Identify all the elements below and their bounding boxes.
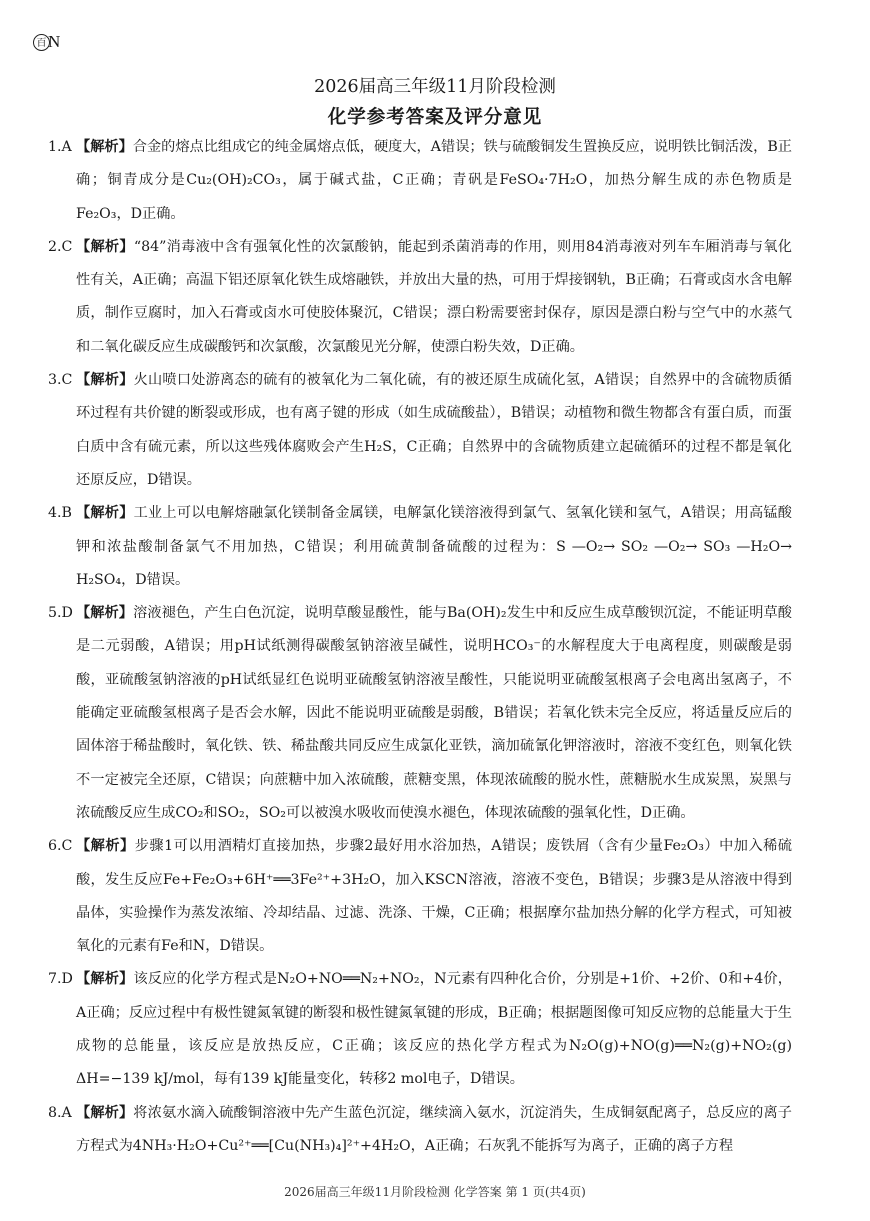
answer-number: 2.C (48, 238, 73, 255)
answer-item-2 (48, 231, 792, 364)
answer-number: 4.B (48, 505, 72, 522)
answer-number: 5.D (48, 605, 73, 622)
analysis-tag: 【解析】 (76, 605, 134, 622)
answer-text: 将浓氨水滴入硫酸铜溶液中先产生蓝色沉淀，继续滴入氨水，沉淀消失，生成铜氨配离子，总反应的离子方程式为4NH₃·H₂O+Cu²⁺══[Cu(NH₃)₄]²⁺+4H₂O，A正确；石灰乳不能拆写为离子，正确的离子方程 (76, 1104, 792, 1154)
analysis-tag: 【解析】 (76, 238, 134, 255)
answer-text: 火山喷口处游离态的硫有的被氧化为二氧化硫，有的被还原生成硫化氢，A错误；自然界中的含硫物质循环过程有共价键的断裂或形成，也有离子键的形成（如生成硫酸盐），B错误；动植物和微生物都含有蛋白质，而蛋白质中含有硫元素，所以这些残体腐败会产生H₂S，C正确；自然界中的含硫物质建立起硫循环的过程不都是氧化还原反应，D错误。 (76, 372, 792, 488)
answer-item-8 (48, 1097, 792, 1164)
analysis-tag: 【解析】 (76, 372, 134, 389)
logo-letter: N (48, 32, 61, 51)
answer-text: 工业上可以电解熔融氯化镁制备金属镁，电解氯化镁溶液得到氯气、氢氧化镁和氢气，A错误；用高锰酸钾和浓盐酸制备氯气不用加热，C错误；利用硫黄制备硫酸的过程为：S —O₂→ SO₂ —O₂→ SO₃ —H₂O→ H₂SO₄，D错误。 (76, 505, 792, 588)
answer-number: 3.C (48, 372, 73, 389)
answer-item-5 (48, 597, 792, 830)
answer-item-1 (48, 131, 792, 231)
analysis-tag: 【解析】 (76, 139, 133, 155)
answer-text: “84”消毒液中含有强氧化性的次氯酸钠，能起到杀菌消毒的作用，则用84消毒液对列车车厢消毒与氧化性有关，A正确；高温下铝还原氧化铁生成熔融铁，并放出大量的热，可用于焊接钢轨，B正确；石膏或卤水含电解质，制作豆腐时，加入石膏或卤水可使胶体聚沉，C错误；漂白粉需要密封保存，原因是漂白粉与空气中的水蒸气和二氧化碳反应生成碳酸钙和次氯酸，次氯酸见光分解，使漂白粉失效，D正确。 (76, 238, 792, 355)
answer-number: 7.D (48, 971, 73, 988)
analysis-tag: 【解析】 (76, 1104, 134, 1121)
analysis-tag: 【解析】 (76, 838, 135, 855)
analysis-tag: 【解析】 (76, 505, 134, 522)
answer-number: 6.C (48, 838, 73, 855)
publisher-logo (33, 31, 60, 53)
answer-list (48, 131, 807, 1163)
page-footer: 2026届高三年级11月阶段检测 化学答案 第 1 页(共4页) (284, 1185, 586, 1199)
answer-item-3 (48, 364, 792, 497)
answer-item-4 (48, 497, 792, 597)
answer-number: 8.A (48, 1104, 72, 1121)
answer-number: 1.A (48, 139, 72, 155)
answer-item-6 (48, 830, 792, 963)
logo-circle-icon: 百 (33, 34, 50, 51)
analysis-tag: 【解析】 (76, 971, 134, 988)
answer-text: 合金的熔点比组成它的纯金属熔点低，硬度大，A错误；铁与硫酸铜发生置换反应，说明铁比铜活泼，B正确；铜青成分是Cu₂(OH)₂CO₃，属于碱式盐，C正确；青矾是FeSO₄·7H₂O，加热分解生成的赤色物质是Fe₂O₃，D正确。 (76, 139, 792, 222)
answer-text: 溶液褪色，产生白色沉淀，说明草酸显酸性，能与Ba(OH)₂发生中和反应生成草酸钡沉淀，不能证明草酸是二元弱酸，A错误；用pH试纸测得碳酸氢钠溶液呈碱性，说明HCO₃⁻的水解程度大于电离程度，则碳酸是弱酸，亚硫酸氢钠溶液的pH试纸显红色说明亚硫酸氢钠溶液呈酸性，只能说明亚硫酸氢根离子会电离出氢离子，不能确定亚硫酸氢根离子是否会水解，因此不能说明亚硫酸是弱酸，B错误；若氧化铁未完全反应，将适量反应后的固体溶于稀盐酸时，氧化铁、铁、稀盐酸共同反应生成氯化亚铁，滴加硫氰化钾溶液时，溶液不变红色，则氧化铁不一定被完全还原，C错误；向蔗糖中加入浓硫酸，蔗糖变黑，体现浓硫酸的脱水性，蔗糖脱水生成炭黑，炭黑与浓硫酸反应生成CO₂和SO₂，SO₂可以被溴水吸收而使溴水褪色，体现浓硫酸的强氧化性，D正确。 (76, 605, 792, 821)
answer-text: 该反应的化学方程式是N₂O+NO══N₂+NO₂，N元素有四种化合价，分别是+1价、+2价、0和+4价，A正确；反应过程中有极性键氮氧键的断裂和极性键氮氧键的形成，B正确；根据题图像可知反应物的总能量大于生成物的总能量，该反应是放热反应，C正确；该反应的热化学方程式为N₂O(g)+NO(g)══N₂(g)+NO₂(g) ΔH=−139 kJ/mol，每有139 kJ能量变化，转移2 mol电子，D错误。 (76, 971, 807, 1088)
answer-item-7 (48, 963, 807, 1096)
answer-text: 步骤1可以用酒精灯直接加热，步骤2最好用水浴加热，A错误；废铁屑（含有少量Fe₂O₃）中加入稀硫酸，发生反应Fe+Fe₂O₃+6H⁺══3Fe²⁺+3H₂O，加入KSCN溶液，溶液不变色，B错误；步骤3是从溶液中得到晶体，实验操作为蒸发浓缩、冷却结晶、过滤、洗涤、干燥，C正确；根据摩尔盐加热分解的化学方程式，可知被氧化的元素有Fe和N，D错误。 (76, 838, 792, 955)
document-subtitle: 化学参考答案及评分意见 (327, 107, 543, 128)
document-title: 2026届高三年级11月阶段检测 (314, 77, 556, 97)
